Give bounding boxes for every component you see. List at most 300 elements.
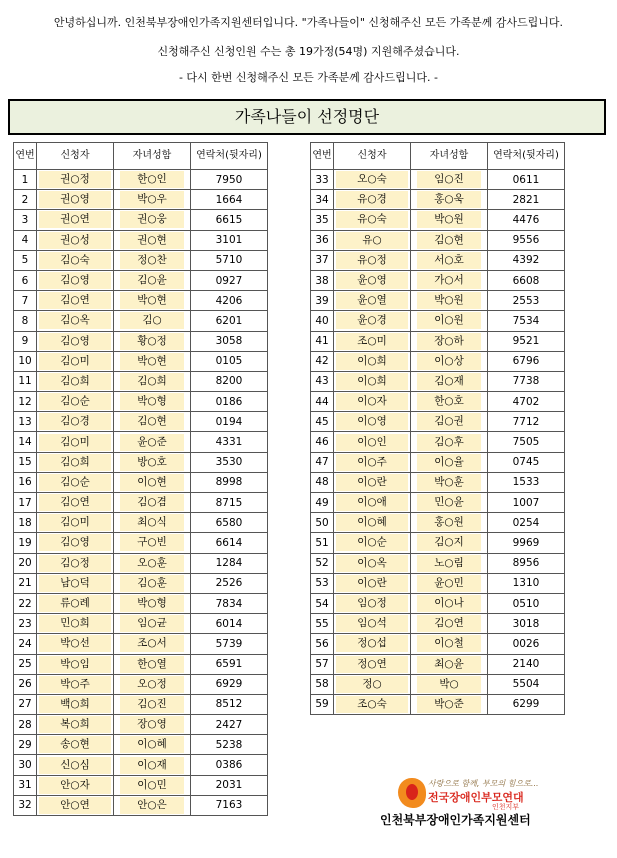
child-name: 박○형 xyxy=(120,393,184,410)
row-number-cell: 28 xyxy=(14,715,37,735)
table-row xyxy=(14,715,268,735)
table-row xyxy=(14,331,268,351)
child-name-cell xyxy=(411,291,488,311)
row-number-cell: 35 xyxy=(311,210,334,230)
applicant-name: 정○섭 xyxy=(336,635,408,652)
header-contact: 연락처(뒷자리) xyxy=(488,143,565,170)
child-name-cell xyxy=(114,250,191,270)
applicant-name-cell xyxy=(334,614,411,634)
child-name-cell xyxy=(411,452,488,472)
child-name: 김○겸 xyxy=(120,494,184,511)
applicant-name: 김○희 xyxy=(39,373,111,390)
applicant-name-cell xyxy=(334,392,411,412)
table-row xyxy=(14,775,268,795)
child-name: 서○호 xyxy=(417,252,481,269)
table-row xyxy=(14,230,268,250)
row-number-cell: 14 xyxy=(14,432,37,452)
child-name-cell xyxy=(411,210,488,230)
applicant-name: 김○영 xyxy=(39,534,111,551)
applicant-name: 박○선 xyxy=(39,635,111,652)
child-name-cell xyxy=(114,392,191,412)
contact-number-cell: 7163 xyxy=(191,795,268,815)
child-name: 한○호 xyxy=(417,393,481,410)
applicant-name-cell xyxy=(37,715,114,735)
row-number-cell: 36 xyxy=(311,230,334,250)
contact-number-cell: 0611 xyxy=(488,170,565,190)
row-number-cell: 8 xyxy=(14,311,37,331)
applicant-name-cell xyxy=(334,311,411,331)
applicant-name: 이○란 xyxy=(336,474,408,491)
table-row xyxy=(311,472,565,492)
table-header-row xyxy=(14,143,268,170)
contact-number-cell: 4702 xyxy=(488,392,565,412)
child-name: 김○희 xyxy=(120,373,184,390)
child-name: 구○빈 xyxy=(120,534,184,551)
table-row xyxy=(14,654,268,674)
row-number-cell: 19 xyxy=(14,533,37,553)
child-name-cell xyxy=(114,694,191,714)
applicant-name: 박○임 xyxy=(39,656,111,673)
applicant-name: 권○성 xyxy=(39,232,111,249)
child-name-cell xyxy=(411,654,488,674)
contact-number-cell: 6615 xyxy=(191,210,268,230)
contact-number-cell: 2031 xyxy=(191,775,268,795)
applicant-name-cell xyxy=(334,331,411,351)
table-row xyxy=(311,392,565,412)
row-number-cell: 48 xyxy=(311,472,334,492)
contact-number-cell: 7834 xyxy=(191,593,268,613)
contact-number-cell: 6580 xyxy=(191,513,268,533)
row-number-cell: 24 xyxy=(14,634,37,654)
child-name: 임○진 xyxy=(417,171,481,188)
applicant-name-cell xyxy=(334,351,411,371)
row-number-cell: 10 xyxy=(14,351,37,371)
applicant-name: 김○영 xyxy=(39,333,111,350)
contact-number-cell: 7950 xyxy=(191,170,268,190)
child-name: 최○식 xyxy=(120,514,184,531)
table-row xyxy=(311,614,565,634)
table-header-row xyxy=(311,143,565,170)
table-row xyxy=(311,533,565,553)
contact-number-cell: 7712 xyxy=(488,412,565,432)
table-row xyxy=(14,170,268,190)
child-name: 박○ xyxy=(417,676,481,693)
contact-number-cell: 5504 xyxy=(488,674,565,694)
child-name: 조○서 xyxy=(120,635,184,652)
applicant-name: 정○ xyxy=(336,676,408,693)
list-title: 가족나들이 선정명단 xyxy=(8,99,606,135)
header-child: 자녀성함 xyxy=(411,143,488,170)
applicant-name: 윤○영 xyxy=(336,272,408,289)
table-row xyxy=(311,674,565,694)
table-row xyxy=(14,412,268,432)
child-name: 이○원 xyxy=(417,312,481,329)
child-name: 임○균 xyxy=(120,615,184,632)
child-name: 김○현 xyxy=(417,232,481,249)
row-number-cell: 9 xyxy=(14,331,37,351)
row-number-cell: 45 xyxy=(311,412,334,432)
applicant-name: 조○미 xyxy=(336,333,408,350)
table-row xyxy=(311,573,565,593)
applicant-name-cell xyxy=(334,412,411,432)
child-name: 이○민 xyxy=(120,777,184,794)
child-name: 장○하 xyxy=(417,333,481,350)
contact-number-cell: 9556 xyxy=(488,230,565,250)
child-name-cell xyxy=(114,775,191,795)
applicant-name-cell xyxy=(37,452,114,472)
applicant-name-cell xyxy=(37,291,114,311)
row-number-cell: 50 xyxy=(311,513,334,533)
child-name: 권○웅 xyxy=(120,211,184,228)
applicant-name: 김○연 xyxy=(39,292,111,309)
applicant-name-cell xyxy=(334,371,411,391)
applicant-name-cell xyxy=(37,270,114,290)
child-name: 홍○욱 xyxy=(417,191,481,208)
child-name-cell xyxy=(114,593,191,613)
child-name: 정○찬 xyxy=(120,252,184,269)
applicant-name: 김○정 xyxy=(39,555,111,572)
child-name: 한○열 xyxy=(120,656,184,673)
child-name-cell xyxy=(411,170,488,190)
logo-emblem-accent-icon xyxy=(406,784,418,800)
applicant-name-cell xyxy=(37,775,114,795)
row-number-cell: 13 xyxy=(14,412,37,432)
applicant-name-cell xyxy=(334,634,411,654)
child-name: 박○현 xyxy=(120,353,184,370)
child-name: 김○지 xyxy=(417,534,481,551)
child-name-cell xyxy=(411,553,488,573)
row-number-cell: 27 xyxy=(14,694,37,714)
child-name: 김○현 xyxy=(120,413,184,430)
contact-number-cell: 0194 xyxy=(191,412,268,432)
applicant-name: 남○덕 xyxy=(39,575,111,592)
applicant-name: 류○례 xyxy=(39,595,111,612)
table-row xyxy=(311,190,565,210)
contact-number-cell: 6014 xyxy=(191,614,268,634)
contact-number-cell: 2526 xyxy=(191,573,268,593)
row-number-cell: 5 xyxy=(14,250,37,270)
table-row xyxy=(14,674,268,694)
child-name-cell xyxy=(114,493,191,513)
contact-number-cell: 3058 xyxy=(191,331,268,351)
contact-number-cell: 1007 xyxy=(488,493,565,513)
applicant-name-cell xyxy=(37,170,114,190)
child-name-cell xyxy=(114,270,191,290)
row-number-cell: 23 xyxy=(14,614,37,634)
child-name: 김○진 xyxy=(120,696,184,713)
applicant-name-cell xyxy=(334,472,411,492)
applicant-name: 이○순 xyxy=(336,534,408,551)
row-number-cell: 43 xyxy=(311,371,334,391)
applicant-name-cell xyxy=(37,371,114,391)
table-row xyxy=(311,351,565,371)
applicant-name-cell xyxy=(37,654,114,674)
applicant-name-cell xyxy=(334,654,411,674)
applicant-name-cell xyxy=(37,472,114,492)
contact-number-cell: 2553 xyxy=(488,291,565,311)
contact-number-cell: 8956 xyxy=(488,553,565,573)
child-name: 방○호 xyxy=(120,454,184,471)
child-name: 이○나 xyxy=(417,595,481,612)
child-name: 박○현 xyxy=(120,292,184,309)
applicant-name-cell xyxy=(334,270,411,290)
applicant-name-cell xyxy=(37,694,114,714)
child-name-cell xyxy=(114,311,191,331)
child-name-cell xyxy=(411,331,488,351)
applicant-name-cell xyxy=(37,331,114,351)
child-name: 한○인 xyxy=(120,171,184,188)
applicant-name: 김○영 xyxy=(39,272,111,289)
contact-number-cell: 6591 xyxy=(191,654,268,674)
applicant-name-cell xyxy=(37,190,114,210)
child-name-cell xyxy=(411,614,488,634)
child-name: 이○재 xyxy=(120,757,184,774)
child-name-cell xyxy=(114,351,191,371)
contact-number-cell: 3101 xyxy=(191,230,268,250)
header-contact: 연락처(뒷자리) xyxy=(191,143,268,170)
applicant-name-cell xyxy=(37,634,114,654)
row-number-cell: 6 xyxy=(14,270,37,290)
logo-branch: 인천지부 xyxy=(492,803,520,811)
contact-number-cell: 6929 xyxy=(191,674,268,694)
child-name: 오○정 xyxy=(120,676,184,693)
child-name-cell xyxy=(114,795,191,815)
applicant-name-cell xyxy=(37,573,114,593)
applicant-name-cell xyxy=(37,230,114,250)
child-name-cell xyxy=(114,452,191,472)
contact-number-cell: 7505 xyxy=(488,432,565,452)
applicant-name-cell xyxy=(37,533,114,553)
contact-number-cell: 0254 xyxy=(488,513,565,533)
applicant-name: 민○희 xyxy=(39,615,111,632)
contact-number-cell: 8715 xyxy=(191,493,268,513)
child-name: 이○율 xyxy=(417,454,481,471)
applicant-name: 김○순 xyxy=(39,393,111,410)
applicant-name-cell xyxy=(334,674,411,694)
applicant-name-cell xyxy=(37,210,114,230)
row-number-cell: 20 xyxy=(14,553,37,573)
applicant-name: 김○경 xyxy=(39,413,111,430)
child-name: 김○윤 xyxy=(120,272,184,289)
row-number-cell: 44 xyxy=(311,392,334,412)
table-row xyxy=(311,311,565,331)
contact-number-cell: 1310 xyxy=(488,573,565,593)
row-number-cell: 34 xyxy=(311,190,334,210)
table-row xyxy=(311,432,565,452)
child-name: 노○림 xyxy=(417,555,481,572)
applicant-name: 유○ xyxy=(336,232,408,249)
contact-number-cell: 7738 xyxy=(488,371,565,391)
child-name: 이○혜 xyxy=(120,736,184,753)
row-number-cell: 47 xyxy=(311,452,334,472)
table-row xyxy=(14,513,268,533)
applicant-name: 오○숙 xyxy=(336,171,408,188)
child-name-cell xyxy=(114,533,191,553)
child-name-cell xyxy=(114,553,191,573)
applicant-name: 안○연 xyxy=(39,797,111,814)
row-number-cell: 39 xyxy=(311,291,334,311)
child-name-cell xyxy=(411,351,488,371)
applicant-name-cell xyxy=(334,513,411,533)
table-row xyxy=(14,270,268,290)
contact-number-cell: 8998 xyxy=(191,472,268,492)
child-name-cell xyxy=(411,533,488,553)
logo-org-name: 전국장애인부모연대 xyxy=(428,791,524,804)
contact-number-cell: 1533 xyxy=(488,472,565,492)
table-row xyxy=(311,513,565,533)
child-name-cell xyxy=(114,674,191,694)
selection-table-right xyxy=(310,142,565,715)
child-name: 김○후 xyxy=(417,434,481,451)
child-name-cell xyxy=(114,735,191,755)
contact-number-cell: 5739 xyxy=(191,634,268,654)
row-number-cell: 17 xyxy=(14,493,37,513)
applicant-name-cell xyxy=(37,795,114,815)
contact-number-cell: 0105 xyxy=(191,351,268,371)
applicant-name: 권○영 xyxy=(39,191,111,208)
applicant-name-cell xyxy=(334,230,411,250)
table-row xyxy=(14,553,268,573)
child-name: 김○권 xyxy=(417,413,481,430)
table-row xyxy=(311,412,565,432)
table-row xyxy=(14,694,268,714)
child-name: 김○훈 xyxy=(120,575,184,592)
child-name: 박○훈 xyxy=(417,474,481,491)
row-number-cell: 15 xyxy=(14,452,37,472)
applicant-name: 이○영 xyxy=(336,413,408,430)
intro-line-3: - 다시 한번 신청해주신 모든 가족분께 감사드립니다. - xyxy=(178,71,439,84)
row-number-cell: 41 xyxy=(311,331,334,351)
table-row xyxy=(311,291,565,311)
contact-number-cell: 1284 xyxy=(191,553,268,573)
applicant-name-cell xyxy=(334,170,411,190)
child-name: 이○철 xyxy=(417,635,481,652)
child-name: 장○영 xyxy=(120,716,184,733)
child-name: 최○윤 xyxy=(417,656,481,673)
contact-number-cell: 8512 xyxy=(191,694,268,714)
child-name: 홍○원 xyxy=(417,514,481,531)
applicant-name-cell xyxy=(37,755,114,775)
applicant-name-cell xyxy=(37,351,114,371)
table-row xyxy=(14,533,268,553)
child-name: 안○은 xyxy=(120,797,184,814)
center-name: 인천북부장애인가족지원센터 xyxy=(380,813,531,827)
child-name-cell xyxy=(411,674,488,694)
applicant-name-cell xyxy=(334,493,411,513)
header-num: 연번 xyxy=(311,143,334,170)
applicant-name: 권○정 xyxy=(39,171,111,188)
applicant-name: 김○희 xyxy=(39,454,111,471)
child-name-cell xyxy=(411,392,488,412)
applicant-name-cell xyxy=(334,533,411,553)
applicant-name: 이○란 xyxy=(336,575,408,592)
row-number-cell: 25 xyxy=(14,654,37,674)
child-name-cell xyxy=(114,634,191,654)
row-number-cell: 11 xyxy=(14,371,37,391)
child-name: 김○ xyxy=(120,312,184,329)
table-row xyxy=(311,593,565,613)
table-row xyxy=(14,250,268,270)
applicant-name: 윤○경 xyxy=(336,312,408,329)
table-row xyxy=(14,634,268,654)
contact-number-cell: 2821 xyxy=(488,190,565,210)
intro-line-1: 안녕하십니까. 인천북부장애인가족지원센터입니다. "가족나들이" 신청해주신 모든 가족분께 감사드립니다. xyxy=(53,16,564,29)
contact-number-cell: 3530 xyxy=(191,452,268,472)
row-number-cell: 46 xyxy=(311,432,334,452)
applicant-name: 김○연 xyxy=(39,494,111,511)
row-number-cell: 54 xyxy=(311,593,334,613)
header-applicant: 신청자 xyxy=(37,143,114,170)
row-number-cell: 3 xyxy=(14,210,37,230)
table-row xyxy=(14,735,268,755)
contact-number-cell: 4331 xyxy=(191,432,268,452)
table-row xyxy=(311,230,565,250)
row-number-cell: 59 xyxy=(311,694,334,714)
intro-line-2: 신청해주신 신청인원 수는 총 19가정(54명) 지원해주셨습니다. xyxy=(157,45,460,58)
contact-number-cell: 6614 xyxy=(191,533,268,553)
table-row xyxy=(311,654,565,674)
child-name-cell xyxy=(114,573,191,593)
child-name-cell xyxy=(411,311,488,331)
child-name-cell xyxy=(411,270,488,290)
applicant-name: 안○자 xyxy=(39,777,111,794)
child-name-cell xyxy=(411,573,488,593)
child-name: 권○현 xyxy=(120,232,184,249)
contact-number-cell: 4476 xyxy=(488,210,565,230)
table-row xyxy=(14,371,268,391)
row-number-cell: 29 xyxy=(14,735,37,755)
row-number-cell: 1 xyxy=(14,170,37,190)
table-row xyxy=(311,493,565,513)
child-name-cell xyxy=(114,654,191,674)
child-name-cell xyxy=(411,694,488,714)
row-number-cell: 4 xyxy=(14,230,37,250)
applicant-name-cell xyxy=(334,250,411,270)
applicant-name-cell xyxy=(37,674,114,694)
applicant-name: 백○희 xyxy=(39,696,111,713)
applicant-name: 이○희 xyxy=(336,353,408,370)
child-name-cell xyxy=(411,513,488,533)
contact-number-cell: 0386 xyxy=(191,755,268,775)
header-applicant: 신청자 xyxy=(334,143,411,170)
contact-number-cell: 6299 xyxy=(488,694,565,714)
child-name-cell xyxy=(411,634,488,654)
child-name-cell xyxy=(114,412,191,432)
row-number-cell: 55 xyxy=(311,614,334,634)
child-name-cell xyxy=(411,412,488,432)
child-name: 가○서 xyxy=(417,272,481,289)
child-name-cell xyxy=(411,250,488,270)
applicant-name: 조○숙 xyxy=(336,696,408,713)
child-name-cell xyxy=(411,472,488,492)
row-number-cell: 16 xyxy=(14,472,37,492)
selection-table-left xyxy=(13,142,268,816)
applicant-name: 김○미 xyxy=(39,514,111,531)
applicant-name-cell xyxy=(37,593,114,613)
applicant-name: 유○숙 xyxy=(336,211,408,228)
child-name: 황○정 xyxy=(120,333,184,350)
child-name-cell xyxy=(114,715,191,735)
applicant-name-cell xyxy=(37,493,114,513)
applicant-name-cell xyxy=(334,452,411,472)
applicant-name: 임○정 xyxy=(336,595,408,612)
table-row xyxy=(14,472,268,492)
applicant-name: 이○애 xyxy=(336,494,408,511)
row-number-cell: 32 xyxy=(14,795,37,815)
table-row xyxy=(14,573,268,593)
contact-number-cell: 9969 xyxy=(488,533,565,553)
table-row xyxy=(14,190,268,210)
